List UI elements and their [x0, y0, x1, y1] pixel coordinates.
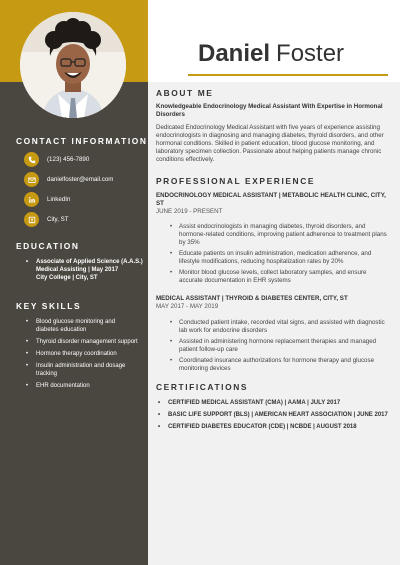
list-item: • Thyroid disorder management support: [26, 338, 138, 346]
phone-text: (123) 456-7890: [47, 156, 90, 163]
sidebar: [0, 0, 148, 565]
linkedin-icon: [24, 192, 39, 207]
list-item: • Monitor blood glucose levels, collect laboratory samples, and ensure accurate documentation in EHR systems: [170, 269, 390, 285]
profile-photo: [20, 12, 126, 118]
email-link[interactable]: danielfoster@email.com: [47, 176, 114, 183]
education-entry: • Associate of Applied Science (A.A.S.) Medical Assisting | May 2017 City College | City, ST: [26, 258, 148, 282]
first-name: Daniel: [198, 40, 271, 67]
phone-icon: [24, 152, 39, 167]
list-item: • Coordinated insurance authorizations for hormone therapy and glucose monitoring devices: [170, 357, 390, 373]
portrait-illustration: [20, 12, 126, 118]
certifications-list: [158, 399, 390, 435]
main-content: [148, 0, 400, 565]
education-school: City College | City, ST: [36, 275, 98, 281]
about-summary: Dedicated Endocrinology Medical Assistant with five years of experience assisting endocrinologists in diagnosing and managing diabetes, thyroid disorders, and other hormonal conditions. Skilled in patient education, blood glucose monitoring, and laboratory specimen collection. Passionate about helping patients manage chronic conditions effectively.: [156, 124, 384, 163]
about-headline: Knowledgeable Endocrinology Medical Assistant With Expertise in Hormonal Disorders: [156, 103, 383, 118]
location-icon: [24, 212, 39, 227]
list-item: • Educate patients on insulin administration, medication adherence, and lifestyle modifications, reducing hospitalization rates by 20%: [170, 250, 390, 266]
list-item: • Hormone therapy coordination: [26, 350, 138, 358]
certifications-heading: CERTIFICATIONS: [156, 382, 249, 392]
list-item: • BASIC LIFE SUPPORT (BLS) | AMERICAN HEART ASSOCIATION | JUNE 2017: [158, 411, 390, 419]
linkedin-link[interactable]: LinkedIn: [47, 196, 71, 203]
list-item: • Insulin administration and dosage tracking: [26, 362, 138, 378]
job-bullets: [170, 319, 390, 376]
envelope-icon: [24, 172, 39, 187]
list-item: • Assisted in administering hormone replacement therapies and managed patient follow-up care: [170, 338, 390, 354]
job-title: ENDOCRINOLOGY MEDICAL ASSISTANT | METABOLIC HEALTH CLINIC, CITY, ST: [156, 192, 386, 207]
education-degree: Associate of Applied Science (A.A.S.) Medical Assisting | May 2017: [36, 259, 143, 273]
list-item: • Assist endocrinologists in managing diabetes, thyroid disorders, and hormone-related conditions, improving patient adherence to treatment plans by 35%: [170, 223, 390, 247]
list-item: • CERTIFIED DIABETES EDUCATOR (CDE) | NCBDE | AUGUST 2018: [158, 423, 390, 431]
skills-heading: KEY SKILLS: [16, 301, 82, 311]
job-bullets: [170, 223, 390, 288]
last-name: Foster: [276, 40, 345, 67]
job-dates: MAY 2017 - MAY 2019: [156, 303, 219, 310]
list-item: • Conducted patient intake, recorded vital signs, and assisted with diagnostic lab work for endocrine disorders: [170, 319, 390, 335]
contact-location: [24, 212, 69, 227]
list-item: • EHR documentation: [26, 382, 138, 390]
education-heading: EDUCATION: [16, 241, 80, 251]
contact-email: [24, 172, 113, 187]
experience-heading: PROFESSIONAL EXPERIENCE: [156, 176, 316, 186]
list-item: • CERTIFIED MEDICAL ASSISTANT (CMA) | AAMA | JULY 2017: [158, 399, 390, 407]
contact-phone: [24, 152, 89, 167]
location-text: City, ST: [47, 216, 69, 223]
about-heading: ABOUT ME: [156, 88, 214, 98]
contact-heading: CONTACT INFORMATION: [16, 136, 148, 146]
name-underline: [188, 74, 388, 76]
contact-linkedin: [24, 192, 70, 207]
job-dates: JUNE 2019 - PRESENT: [156, 208, 223, 215]
list-item: • Blood glucose monitoring and diabetes education: [26, 318, 138, 334]
skills-list: [26, 318, 138, 394]
candidate-name: [198, 40, 388, 68]
job-title: MEDICAL ASSISTANT | THYROID & DIABETES CENTER, CITY, ST: [156, 295, 348, 302]
